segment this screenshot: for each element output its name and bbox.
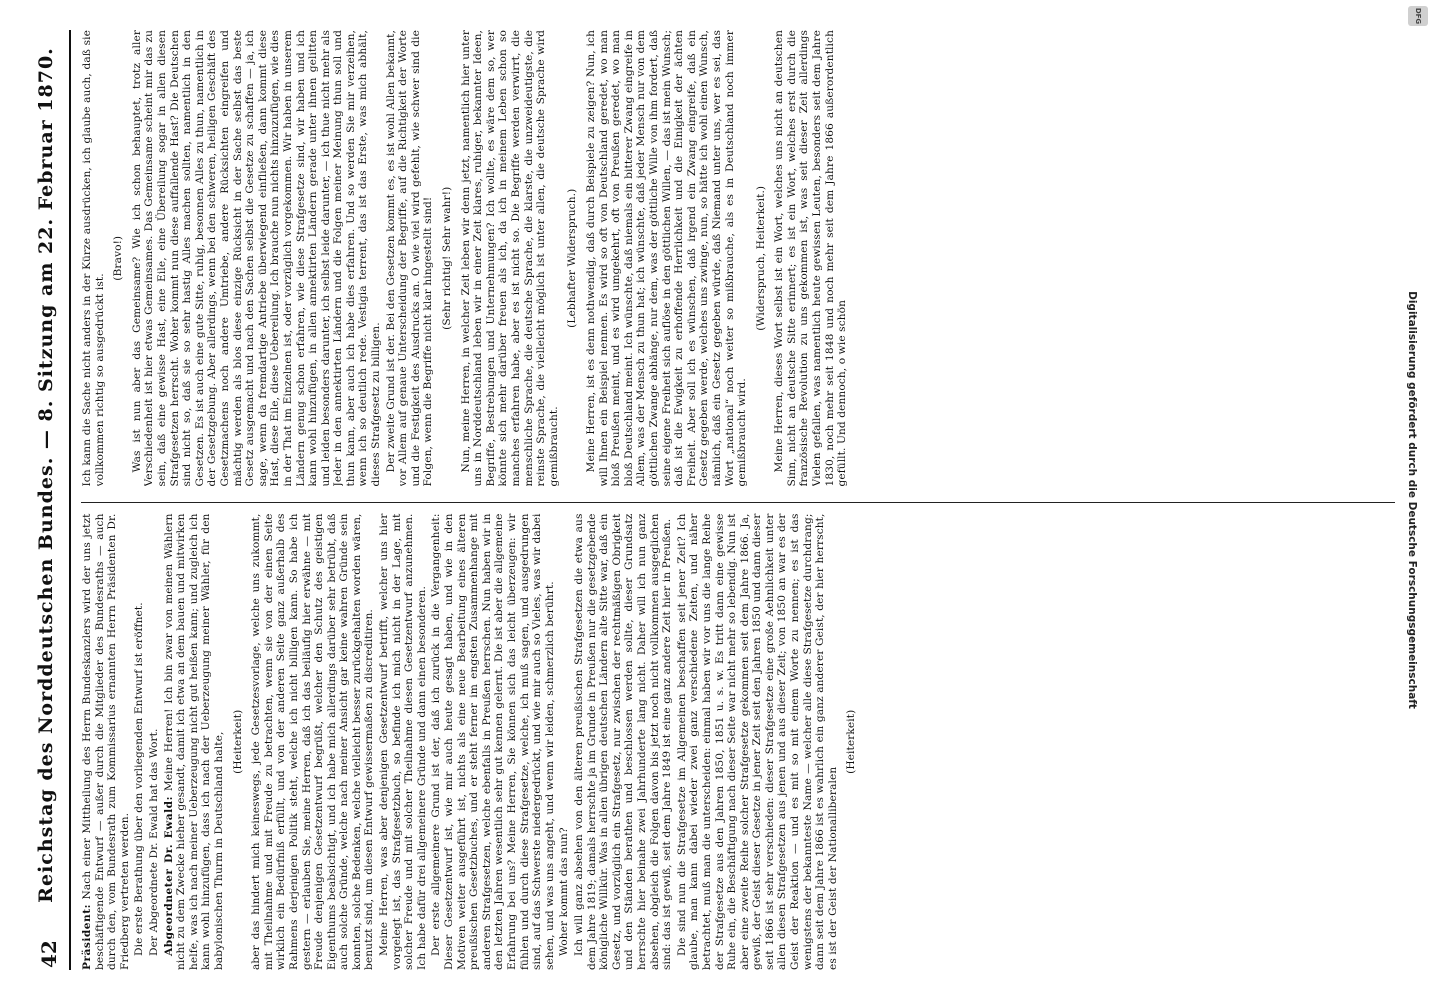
paragraph bbox=[163, 514, 226, 971]
paragraph: Der erste allgemeinere Grund ist der, daß ich zurück in die Vergangenheit: Dieser Gesetzentwurf ist, wie mir auch heute gesagt haben, und wie in den Motiven weiter ausgeführt ist, nichts als eine neue Bearbeitung eines älteren preußischen Gesetzbuches, und er steht ferner im engsten Zusammenhange mit anderen Strafgesetzen, welche ebenfalls in Preußen herrschen. Nun haben wir in den letzten Jahren wesentlich sehr gut kennen gelernt. Die ist aber die allgemeine Erfahrung bei uns? Meine Herren, Sie können sich das leicht überzeugen: wir fühlen und durch diese Strafgesetze, welche, ich muß sagen, und ausgedrungen sind, auf das Schwerste niedergedrückt, und wie mir auch so Vieles, was wir dabei sehen, und was uns angeht, und wenn wir leiden, schmerzlich berührt. bbox=[430, 513, 556, 970]
running-title: Reichstag des Norddeutschen Bundes. — 8. Sitzung am 22. Februar 1870. bbox=[35, 47, 57, 903]
speaker-name: Abgeordneter Dr. Ewald: bbox=[162, 796, 175, 956]
paragraph: Die sind nun die Strafgesetze im Allgemeinen beschaffen seit jener Zeit? Ich glaube, man kann dabei wieder zwei ganz verschiedene Zeiten, und näher betrachtet, muß man die unterscheiden: einmal haben wir vor uns die lange Reihe der Strafgesetze aus den Jahren 1850, 1851 u. s. w. Es tritt dann eine gewisse Ruhe ein, die Beschäftigung nach dieser Seite war nicht mehr so lebendig. Nun ist aber eine zweite Reihe solcher Strafgesetze gekommen seit dem Jahre 1866. Ja, gewiß, der Geist dieser Gesetze in jener Zeit seit den Jahren 1850 und dann dieser seit 1866 ist sehr verschieden: dieser Strafgesetze eine große Aehnlichkeit unter allen diesen Strafgesetzen aus jenen und aus dieser Zeit; von 1850 an war es der Geist der Reaktion — und es mit so mit einem Worte zu nennen; es ist das wenigstens der bekannteste Name — welcher alle diese Strafgesetze durchdrang; dann seit dem Jahre 1866 ist es wahrlich ein ganz anderer Geist, der hier herrscht, es ist der Geist der Nationalliberalen bbox=[675, 513, 839, 970]
interjection: (Widerspruch, Heiterkeit.) bbox=[754, 185, 767, 331]
paragraph-text: Meine Herren! Ich bin zwar von meinen Wählern nicht zu dem Zwecke hieher gesandt, damit ich etwa an dem bauen und mitwirken helfe, was ich nach meiner Ueberzeugung nicht gut heißen kann; und zugleich ich kann wohl hinzufügen, dass ich nach der Ueberzeugung meiner Wähler, für den babylonischen Thurm in Deutschland halte, bbox=[162, 513, 225, 970]
paragraph: Meine Herren, dieses Wort selbst ist ein Wort, welches uns nicht an deutschen Sinn, nicht an deutsche Sitte erinnert; es ist ein Wort, welches erst durch die französische Revolution zu uns gekommen ist, was seit dieser Zeit allerdings Vielen gefallen, was namentlich heute gewissen Leuten, besonders seit dem Jahre 1830, noch mehr seit 1848 und noch mehr seit dem Jahre 1866 außerordentlich gefüllt. Und dennoch, o wie schön bbox=[773, 30, 849, 487]
paragraph: Der Abgeordnete Dr. Ewald hat das Wort. bbox=[147, 728, 160, 956]
text-columns bbox=[81, 30, 1395, 970]
paragraph: aber das hindert mich keineswegs, jede Gesetzesvorlage, welche uns zukommt, mit Theilnahme und mit Freude zu betrachten, wenn sie von der einen Seite wirklich ein Bedürfniß erfüllt, und von der anderen Seite ganz außerhalb des Rahmens derjenigen Politik steht, welche ich nicht billigen kann. So habe ich gestern — erlauben Sie, meine Herren, daß ich das beiläufig hier erwähne — mit Freude denjenigen Gesetzentwurf begrüßt, welcher den Schutz des geistigen Eigenthums beabsichtigt, und ich habe mich allerdings darüber sehr betrübt, daß auch solche Gründe, welche nach meiner Ansicht gar keine wahren Gründe sein konnten, solche Bedenken, welche vielleicht besser zurückgehalten worden wären, benutzt sind, um diesen Entwurf gewissermaßen zu discreditiren. bbox=[250, 513, 376, 970]
left-column bbox=[81, 503, 1395, 971]
interjection: (Sehr richtig! Sehr wahr!) bbox=[441, 186, 454, 330]
paragraph: Die erste Berathung über den vorliegenden Entwurf ist eröffnet. bbox=[133, 602, 146, 956]
paragraph: Der zweite Grund ist der. Bei den Gesetzen kommt es, es ist wohl Allen bekannt, vor Allem auf genaue Unterscheidung der Begriffe, auf die Richtigkeit der Worte und die Festigkeit des Ausdrucks an. O wie viel wird gefehlt, wie schwer sind die Folgen, wenn die Begriffe nicht klar hingestellt sind! bbox=[384, 30, 435, 487]
header-rule bbox=[69, 30, 71, 970]
dfg-logo bbox=[1408, 6, 1428, 26]
paragraph: Meine Herren, was aber denjenigen Gesetzentwurf betrifft, welcher uns hier vorgelegt ist, das Strafgesetzbuch, so befinde ich mich nicht in der Lage, mit solcher Freude und mit solcher Theilnahme diesen Gesetzentwurf anzunehmen. Ich habe dafür drei allgemeinere Gründe und dann einen besonderen. bbox=[378, 513, 428, 970]
dfg-logo-text: DFG bbox=[1414, 7, 1422, 25]
paragraph bbox=[81, 514, 131, 971]
right-column bbox=[81, 30, 1395, 487]
page-number: 42 bbox=[37, 940, 61, 968]
speaker-name: Präsident: bbox=[81, 903, 93, 970]
digitization-note: Digitalisierung gefördert durch die Deutsche Forschungsgemeinschaft bbox=[1406, 291, 1418, 709]
paragraph: Ich kann die Sache nicht anders in der Kürze ausdrücken, ich glaube auch, daß sie vollkommen richtig so ausgedrückt ist. bbox=[81, 30, 106, 487]
paragraph-text: Nach einer Mittheilung des Herrn Bundeskanzlers wird der uns jetzt beschäftigende Entwurf — außer durch die Mitglieder des Bundesraths — auch durch den, vom Bundesrath zum Kommissarius ernannten Herrn Präsidenten Dr. Friedberg vertreten werden. bbox=[81, 513, 131, 970]
paragraph: Woher kommt das nun? bbox=[558, 827, 571, 956]
interjection: (Lebhafter Widerspruch.) bbox=[566, 188, 579, 328]
page-content bbox=[35, 30, 1395, 970]
interjection: (Bravo!) bbox=[112, 235, 125, 281]
digitization-sidebar bbox=[1392, 30, 1432, 970]
paragraph: Nun, meine Herren, in welcher Zeit leben wir denn jetzt, namentlich hier unter uns in Norddeutschland leben wir in einer Zeit klares, ruhiger, bekannter Ideen, Begriffe, Bestrebungen und Unternehmungen? Ich wollte, es wäre dem so, wer könnte sich mehr darüber freuen als ich, da ich in meinem Leben schon so manches erfahren habe, aber es ist nicht so. Die Begriffe werden verwirrt, die menschliche Sprache, die deutsche Sprache, die klarste, die unzweideutigste, die reinste Sprache, die vielleicht möglich ist unter allen, die deutsche Sprache wird gemißbraucht. bbox=[459, 30, 560, 487]
paragraph: Meine Herren, ist es denn nothwendig, daß durch Beispiele zu zeigen? Nun, ich will Ihnen ein Beispiel nennen. Es wird so oft von Deutschland geredet, wo man bloß Preußen meint, und es wird umgekehrt, oft von Preußen geredet, wo man bloß Deutschland meint. Ich wünschte, daß niemals ein bitterer Zwang eingreife in Allem, was der Mensch zu thun hat; ich wünschte, daß jeder Mensch nur von dem göttlichen Zwange abhänge, nur dem, was der göttliche Wille von ihm fordert, daß seine eigene Freiheit sich auflöse in den göttlichen Willen, — das ist mein Wunsch; daß ist die Ewigkeit zu erhoffende Herrlichkeit und die Einigkeit der ächten Freiheit. Aber soll ich es wünschen, daß irgend ein Zwang eingreife, daß ein Gesetz gegeben werde, welches uns zwinge, nun, so hätte ich wohl einen Wunsch, nämlich, daß ein Gesetz gegeben würde, daß Niemand unter uns, wer es sei, das Wort „national“ noch weiter so mißbrauche, als es in Deutschland noch immer gemißbraucht wird. bbox=[584, 30, 749, 487]
interjection: (Heiterkeit) bbox=[845, 709, 858, 774]
paragraph: Ich will ganz absehen von den älteren preußischen Strafgesetzen die etwa aus dem Jahre 1819; damals herrschte ja im Grunde in Preußen nur die gesetzgebende königliche Willkür. Was in allen übrigen deutschen Ländern alte Sitte war, daß ein Gesetz, und vorzüglich ein Strafgesetz, nur zwischen der rechtmäßigen Obrigkeit und den Ständen berathen und beschlossen werden sollte, dieser Grundsatz herrschte hier beinahe zwei Jahrhunderte lang nicht. Daher will ich nun ganz absehen, obgleich die Folgen davon bis jetzt noch nicht vollkommen ausgeglichen sind: das ist gewiß, seit dem Jahre 1849 ist eine ganz andere Zeit hier in Preußen. bbox=[572, 513, 674, 970]
paragraph: Was ist nun aber das Gemeinsame? Wie ich schon behauptet, trotz aller Verschiedenheit ist hier etwas Gemeinsames. Das Gemeinsame scheint mir das zu sein, daß eine gewisse Hast, eine Eile, eine Übereilung sogar in allen diesen Strafgesetzen herrscht. Woher kommt nun diese auffallende Hast? Die Deutschen sind nicht so, daß sie so sehr hastig Alles machen sollten, namentlich in den Gesetzen. Es ist auch eine gute Sitte, ruhig, besonnen Alles zu thun, namentlich in der Gesetzgebung. Aber allerdings, wenn bei den schweren, heiligen Geschäft des Gesetzmachens noch andere Umtriebe, andere Rücksichten eingreifen und mächtig werden als blos diese einzige Rücksicht in der Sache selbst das beste Gesetz ausgemacht und nach den Sachen selbst die Gesetze zu schaffen — ja, ich sage, wenn da fremdartige Antriebe überwiegend einfließen, dann kommt diese Hast, diese Eile, diese Uebereilung. Ich brauche nun nichts hinzuzufügen, wie dies in der That im Einzelnen ist, oder vorzüglich vorgekommen. Wir haben in unserem Ländern genug schon erfahren, wie diese Strafgesetze sind, wir haben und ich kann wohl hinzufügen, in allen annektirten Ländern gerade unter ihnen gelitten und leiden besonders darunter, ich selbst leide darunter, — ich thue nicht mehr als Jeder in den annektirten Ländern und die Folgen meiner Meinung thun soll und thun kann, aber auch ich habe dies erfahren. Und so werden Sie mir verzeihen, wenn ich so deutlich rede. Vestigia terrent, das ist das Erste, was mich abhält, dieses Strafgesetz zu billigen. bbox=[130, 30, 383, 487]
interjection: (Heiterkeit) bbox=[231, 709, 244, 774]
